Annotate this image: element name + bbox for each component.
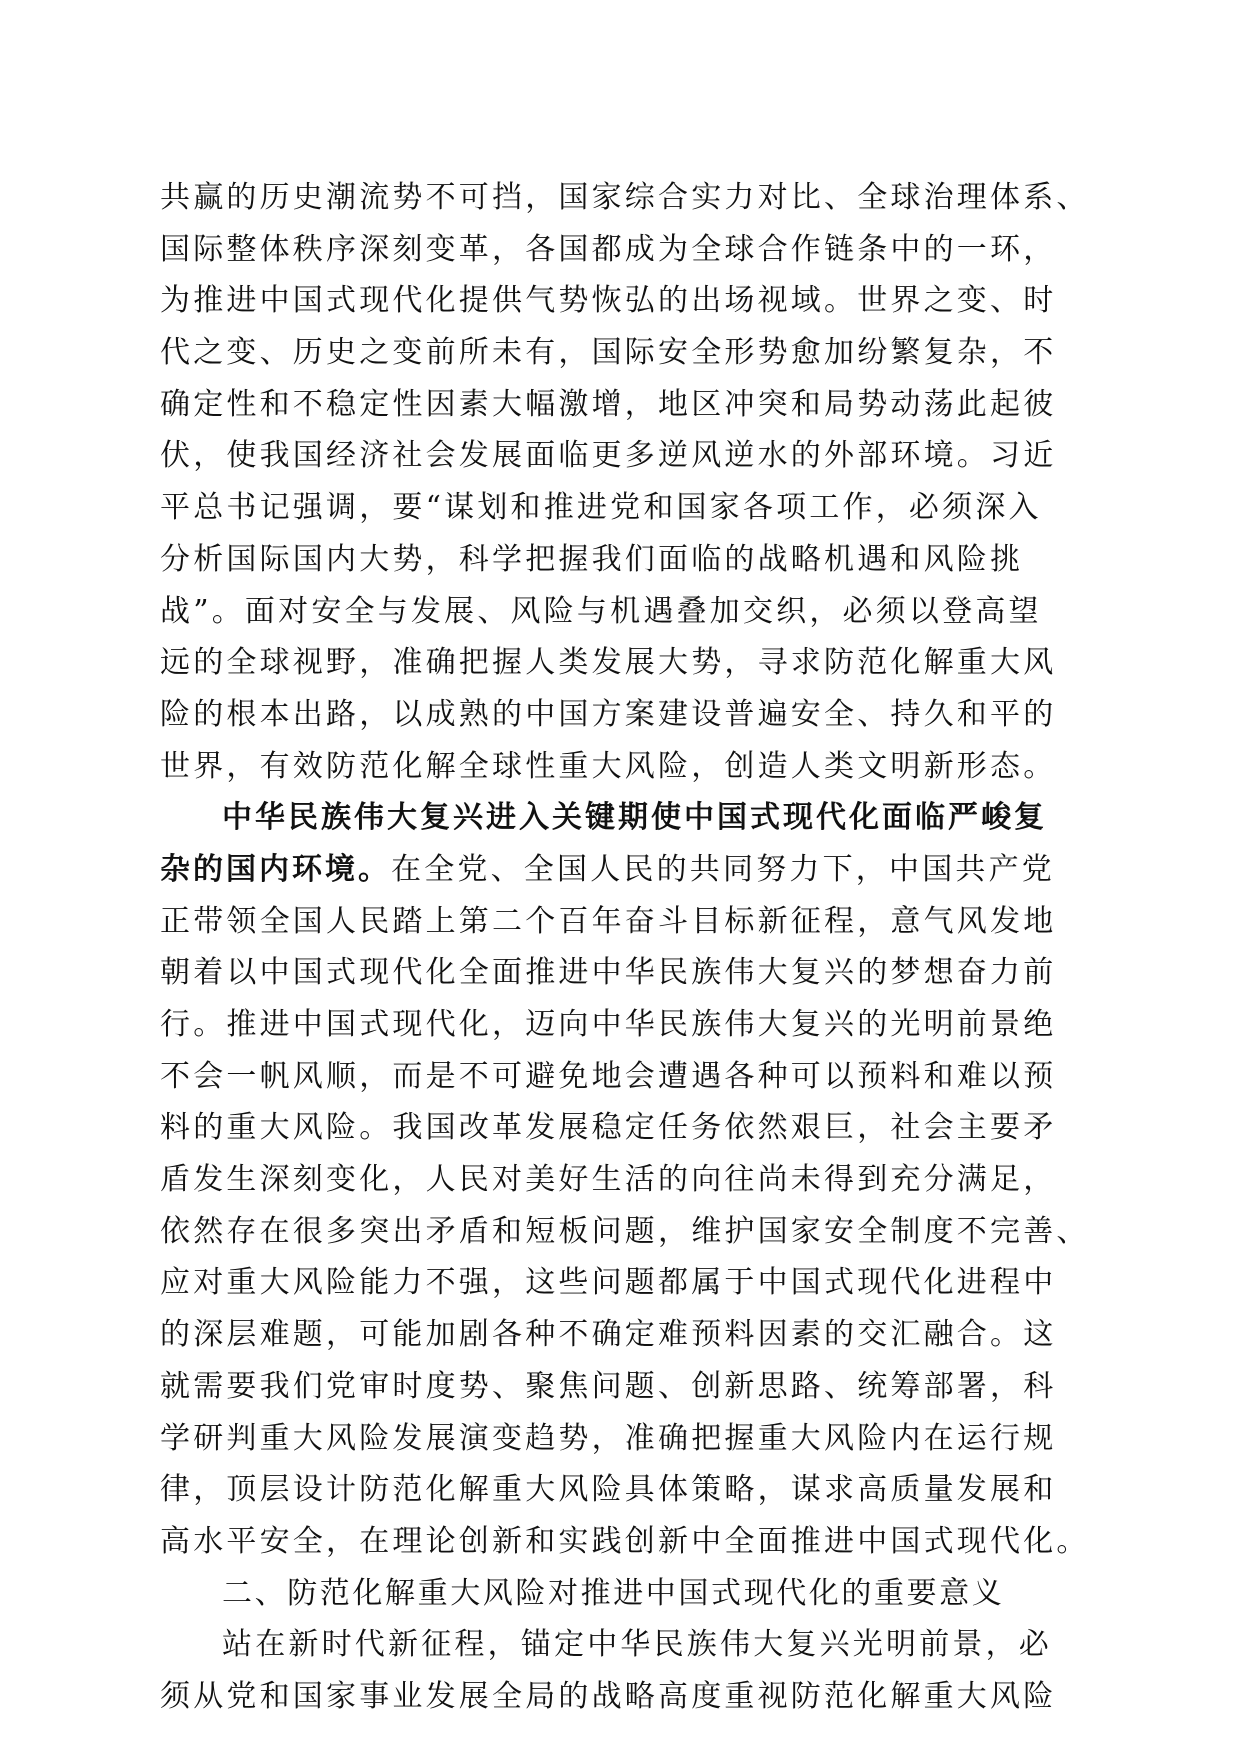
paragraph-domestic-environment — [160, 792, 1090, 1567]
text-line: 不会一帆风顺，而是不可避免地会遭遇各种可以预料和难以预 — [160, 1058, 1057, 1094]
text-line: 就需要我们党审时度势、聚焦问题、创新思路、统筹部署，科 — [160, 1368, 1057, 1404]
text-line: 共赢的历史潮流势不可挡，国家综合实力对比、全球治理体系、 — [160, 180, 1090, 215]
text-line: 律，顶层设计防范化解重大风险具体策略，谋求高质量发展和 — [160, 1472, 1057, 1508]
text-fragment: 在全党、全国人民的共同努力下，中国共产党 — [391, 851, 1055, 887]
text-line: 世界，有效防范化解全球性重大风险，创造人类文明新形态。 — [160, 748, 1057, 784]
text-line: 盾发生深刻变化，人民对美好生活的向往尚未得到充分满足， — [160, 1162, 1057, 1198]
text-line: 正带领全国人民踏上第二个百年奋斗目标新征程，意气风发地 — [160, 903, 1057, 939]
bold-lead-sentence: 中华民族伟大复兴进入关键期使中国式现代化面临严峻复 — [222, 800, 1047, 836]
text-line: 平总书记强调，要“谋划和推进党和国家各项工作，必须深入 — [160, 490, 1042, 526]
text-line: 分析国际国内大势，科学把握我们面临的战略机遇和风险挑 — [160, 541, 1024, 577]
section-heading: 二、防范化解重大风险对推进中国式现代化的重要意义 — [222, 1575, 1005, 1611]
text-line: 远的全球视野，准确把握人类发展大势，寻求防范化解重大风 — [160, 645, 1057, 681]
text-line: 须从党和国家事业发展全局的战略高度重视防范化解重大风险 — [160, 1678, 1057, 1714]
text-line: 国际整体秩序深刻变革，各国都成为全球合作链条中的一环， — [160, 231, 1057, 267]
paragraph-international-environment — [160, 172, 1090, 792]
bold-lead-sentence-end: 杂的国内环境。 — [160, 851, 391, 887]
text-line: 朝着以中国式现代化全面推进中华民族伟大复兴的梦想奋力前 — [160, 955, 1057, 991]
text-line: 代之变、历史之变前所未有，国际安全形势愈加纷繁复杂，不 — [160, 335, 1057, 371]
text-line: 为推进中国式现代化提供气势恢弘的出场视域。世界之变、时 — [160, 283, 1057, 319]
text-line: 行。推进中国式现代化，迈向中华民族伟大复兴的光明前景绝 — [160, 1007, 1057, 1042]
text-line: 应对重大风险能力不强，这些问题都属于中国式现代化进程中 — [160, 1265, 1057, 1301]
text-line: 确定性和不稳定性因素大幅激增，地区冲突和局势动荡此起彼 — [160, 386, 1057, 422]
text-line: 险的根本出路，以成熟的中国方案建设普遍安全、持久和平的 — [160, 696, 1057, 732]
document-body — [160, 172, 1090, 1723]
text-line: 伏，使我国经济社会发展面临更多逆风逆水的外部环境。习近 — [160, 438, 1057, 474]
text-line: 高水平安全，在理论创新和实践创新中全面推进中国式现代化。 — [160, 1523, 1090, 1559]
paragraph-significance — [160, 1619, 1080, 1722]
text-line: 依然存在很多突出矛盾和短板问题，维护国家安全制度不完善、 — [160, 1213, 1090, 1249]
text-line — [160, 844, 1080, 896]
text-line: 战”。面对安全与发展、风险与机遇叠加交织，必须以登高望 — [160, 593, 1042, 629]
text-line: 的深层难题，可能加剧各种不确定难预料因素的交汇融合。这 — [160, 1317, 1057, 1353]
text-line: 料的重大风险。我国改革发展稳定任务依然艰巨，社会主要矛 — [160, 1110, 1057, 1146]
text-line: 学研判重大风险发展演变趋势，准确把握重大风险内在运行规 — [160, 1420, 1057, 1456]
text-line: 站在新时代新征程，锚定中华民族伟大复兴光明前景，必 — [222, 1627, 1052, 1663]
